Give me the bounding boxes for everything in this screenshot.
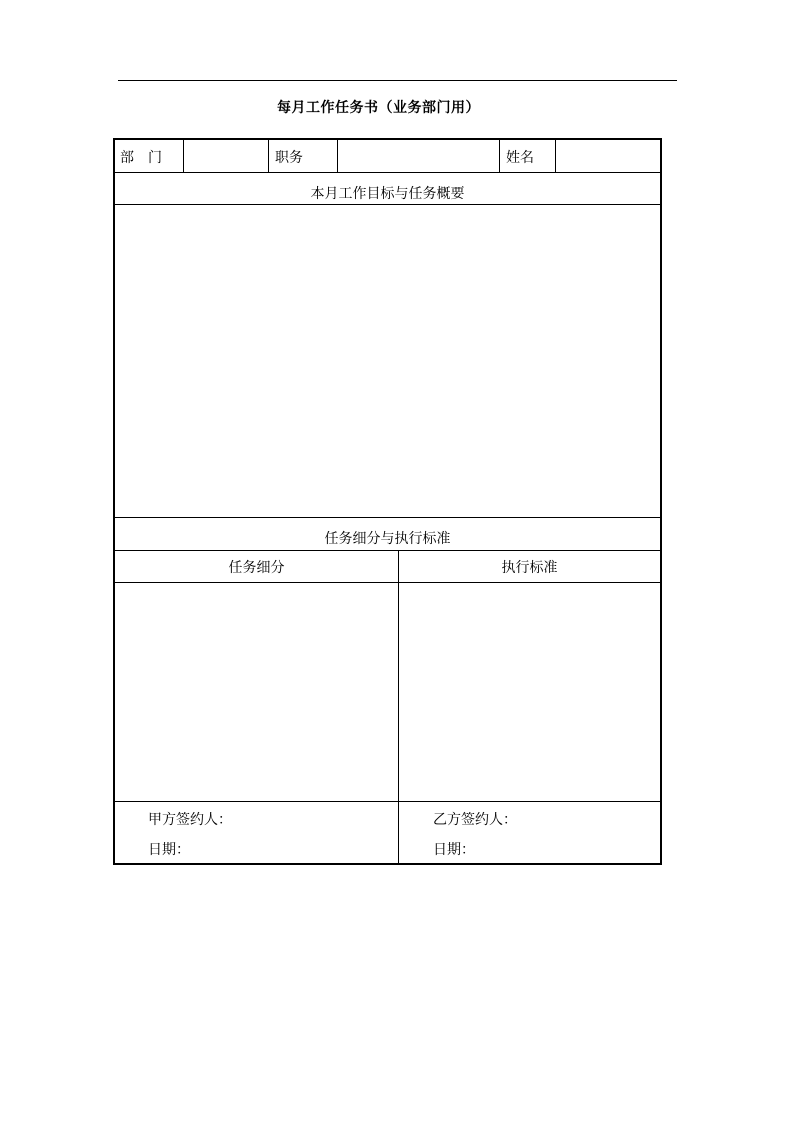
summary-heading: 本月工作目标与任务概要 bbox=[310, 186, 465, 202]
column-divider bbox=[398, 550, 399, 863]
position-label: 职务 bbox=[275, 150, 303, 166]
document-title: 每月工作任务书（业务部门用） bbox=[277, 100, 480, 116]
header-rule bbox=[118, 80, 677, 81]
party-a-signer-label: 甲方签约人： bbox=[148, 812, 232, 828]
party-b-signer-label: 乙方签约人： bbox=[433, 812, 517, 828]
task-breakdown-header: 任务细分 bbox=[228, 560, 285, 576]
divider bbox=[115, 550, 660, 551]
execution-standard-area[interactable] bbox=[399, 583, 660, 801]
department-field[interactable] bbox=[184, 140, 268, 172]
party-a-date-label: 日期： bbox=[148, 842, 190, 858]
department-label: 部 门 bbox=[120, 150, 162, 166]
name-field[interactable] bbox=[556, 140, 660, 172]
party-b-date-label: 日期： bbox=[433, 842, 475, 858]
divider bbox=[115, 172, 660, 173]
name-label: 姓名 bbox=[506, 150, 534, 166]
task-form bbox=[113, 138, 662, 865]
task-breakdown-area[interactable] bbox=[115, 583, 398, 801]
divider bbox=[268, 140, 269, 172]
summary-content-area[interactable] bbox=[115, 205, 660, 517]
position-field[interactable] bbox=[338, 140, 499, 172]
breakdown-heading: 任务细分与执行标准 bbox=[324, 531, 451, 547]
divider bbox=[115, 517, 660, 518]
divider bbox=[499, 140, 500, 172]
divider bbox=[115, 801, 660, 802]
execution-standard-header: 执行标准 bbox=[501, 560, 558, 576]
